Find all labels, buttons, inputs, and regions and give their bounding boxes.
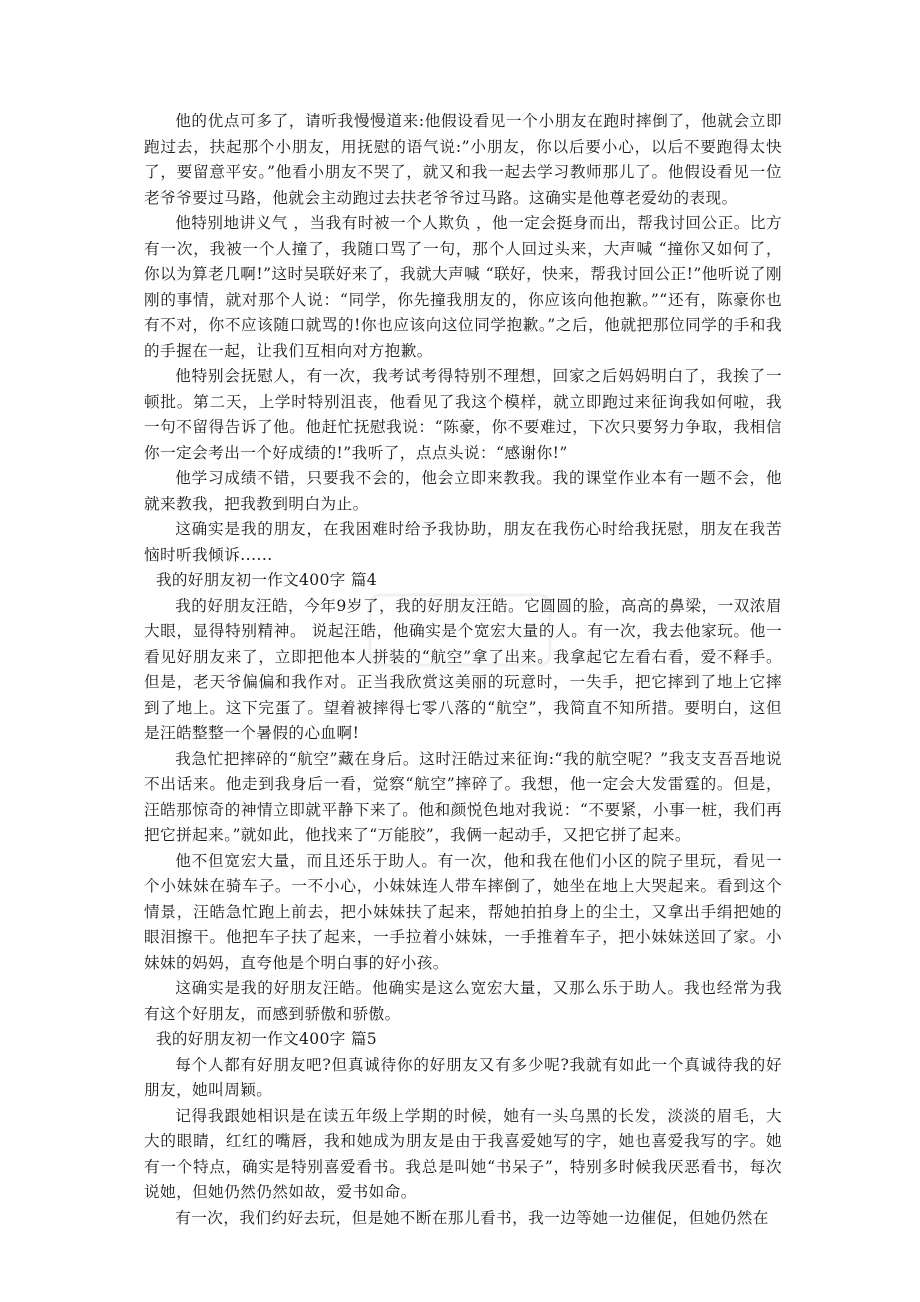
paragraph: 他的优点可多了，请听我慢慢道来:他假设看见一个小朋友在跑时摔倒了，他就会立即跑过去，扶起那个小朋友，用抚慰的语气说:”小朋友，你以后要小心，以后不要跑得太快了，要留意平安。”他看小朋友不哭了，就又和我一起去学习教师那儿了。他假设看见一位老爷爷要过马路，他就会主动跑过去扶老爷爷过马路。这确实是他尊老爱幼的表现。 xyxy=(144,112,782,207)
paragraph: 这确实是我的好朋友汪皓。他确实是这么宽宏大量，又那么乐于助人。我也经常为我有这个好朋友，而感到骄傲和骄傲。 xyxy=(144,979,782,1023)
paragraph: 每个人都有好朋友吧?但真诚待你的好朋友又有多少呢?我就有如此一个真诚待我的好朋友，她叫周颖。 xyxy=(144,1055,782,1099)
paragraph: 他特别地讲义气 ，当我有时被一个人欺负 ，他一定会挺身而出，帮我讨回公正。比方有一次，我被一个人撞了，我随口骂了一句，那个人回过头来，大声喊 “撞你又如何了，你以为算老几啊!”这时吴联好来了，我就大声喊 “联好，快来，帮我讨回公正!”他听说了刚刚的事情，就对那个人说：“同学，你先撞我朋友的，你应该向他抱歉。”“还有，陈豪你也有不对，你不应该随口就骂的!你也应该向这位同学抱歉。”之后，他就把那位同学的手和我的手握在一起，让我们互相向对方抱歉。 xyxy=(144,214,782,360)
paragraph: 我的好朋友汪皓，今年9岁了，我的好朋友汪皓。它圆圆的脸，高高的鼻梁，一双浓眉大眼，显得特别精神。 说起汪皓，他确实是个宽宏大量的人。有一次，我去他家玩。他一看见好朋友来了，立即把他本人拼装的“航空”拿了出来。我拿起它左看右看，爱不释手。但是，老天爷偏偏和我作对。正当我欣赏这美丽的玩意时，一失手，把它摔到了地上它摔到了地上。这下完蛋了。望着被摔得七零八落的“航空”，我简直不知所措。要明白，这但是汪皓整整一个暑假的心血啊! xyxy=(144,596,782,742)
paragraph: 他特别会抚慰人，有一次，我考试考得特别不理想，回家之后妈妈明白了，我挨了一顿批。第二天，上学时特别沮丧，他看见了我这个模样，就立即跑过来征询我如何啦，我一句不留得告诉了他。他赶忙抚慰我说：“陈豪，你不要难过，下次只要努力争取，我相信你一定会考出一个好成绩的!”我听了，点点头说：“感谢你!” xyxy=(144,367,782,462)
paragraph: 他不但宽宏大量，而且还乐于助人。有一次，他和我在他们小区的院子里玩，看见一个小妹妹在骑车子。一不小心，小妹妹连人带车摔倒了，她坐在地上大哭起来。看到这个情景，汪皓急忙跑上前去，把小妹妹扶了起来，帮她拍拍身上的尘土，又拿出手绢把她的眼泪擦干。他把车子扶了起来，一手拉着小妹妹，一手推着车子，把小妹妹送回了家。小妹妹的妈妈，直夸他是个明白事的好小孩。 xyxy=(144,851,782,972)
section-heading: 我的好朋友初一作文400字 篇4 xyxy=(156,571,377,589)
paragraph: 记得我跟她相识是在读五年级上学期的时候，她有一头乌黑的长发，淡淡的眉毛，大大的眼睛，红红的嘴唇，我和她成为朋友是由于我喜爱她写的字，她也喜爱我写的字。她有一个特点，确实是特别喜爱看书。我总是叫她“书呆子”，特别多时候我厌恶看书，每次说她，但她仍然仍然如故，爱书如命。 xyxy=(144,1106,782,1201)
document-body xyxy=(144,109,782,1231)
section-heading: 我的好朋友初一作文400字 篇5 xyxy=(156,1030,377,1048)
paragraph: 这确实是我的朋友，在我困难时给予我协助，朋友在我伤心时给我抚慰，朋友在我苦恼时听我倾诉...... xyxy=(144,520,782,564)
paragraph: 他学习成绩不错，只要我不会的，他会立即来教我。我的课堂作业本有一题不会，他就来教我，把我教到明白为止。 xyxy=(144,469,782,513)
paragraph: 我急忙把摔碎的“航空”藏在身后。这时汪皓过来征询:“我的航空呢？”我支支吾吾地说不出话来。他走到我身后一看，觉察“航空”摔碎了。我想，他一定会大发雷霆的。但是，汪皓那惊奇的神情立即就平静下来了。他和颜悦色地对我说：“不要紧，小事一桩，我们再把它拼起来。”就如此，他找来了“万能胶”，我俩一起动手，又把它拼了起来。 xyxy=(144,749,782,844)
paragraph: 有一次，我们约好去玩，但是她不断在那儿看书，我一边等她一边催促，但她仍然在 xyxy=(175,1208,769,1227)
